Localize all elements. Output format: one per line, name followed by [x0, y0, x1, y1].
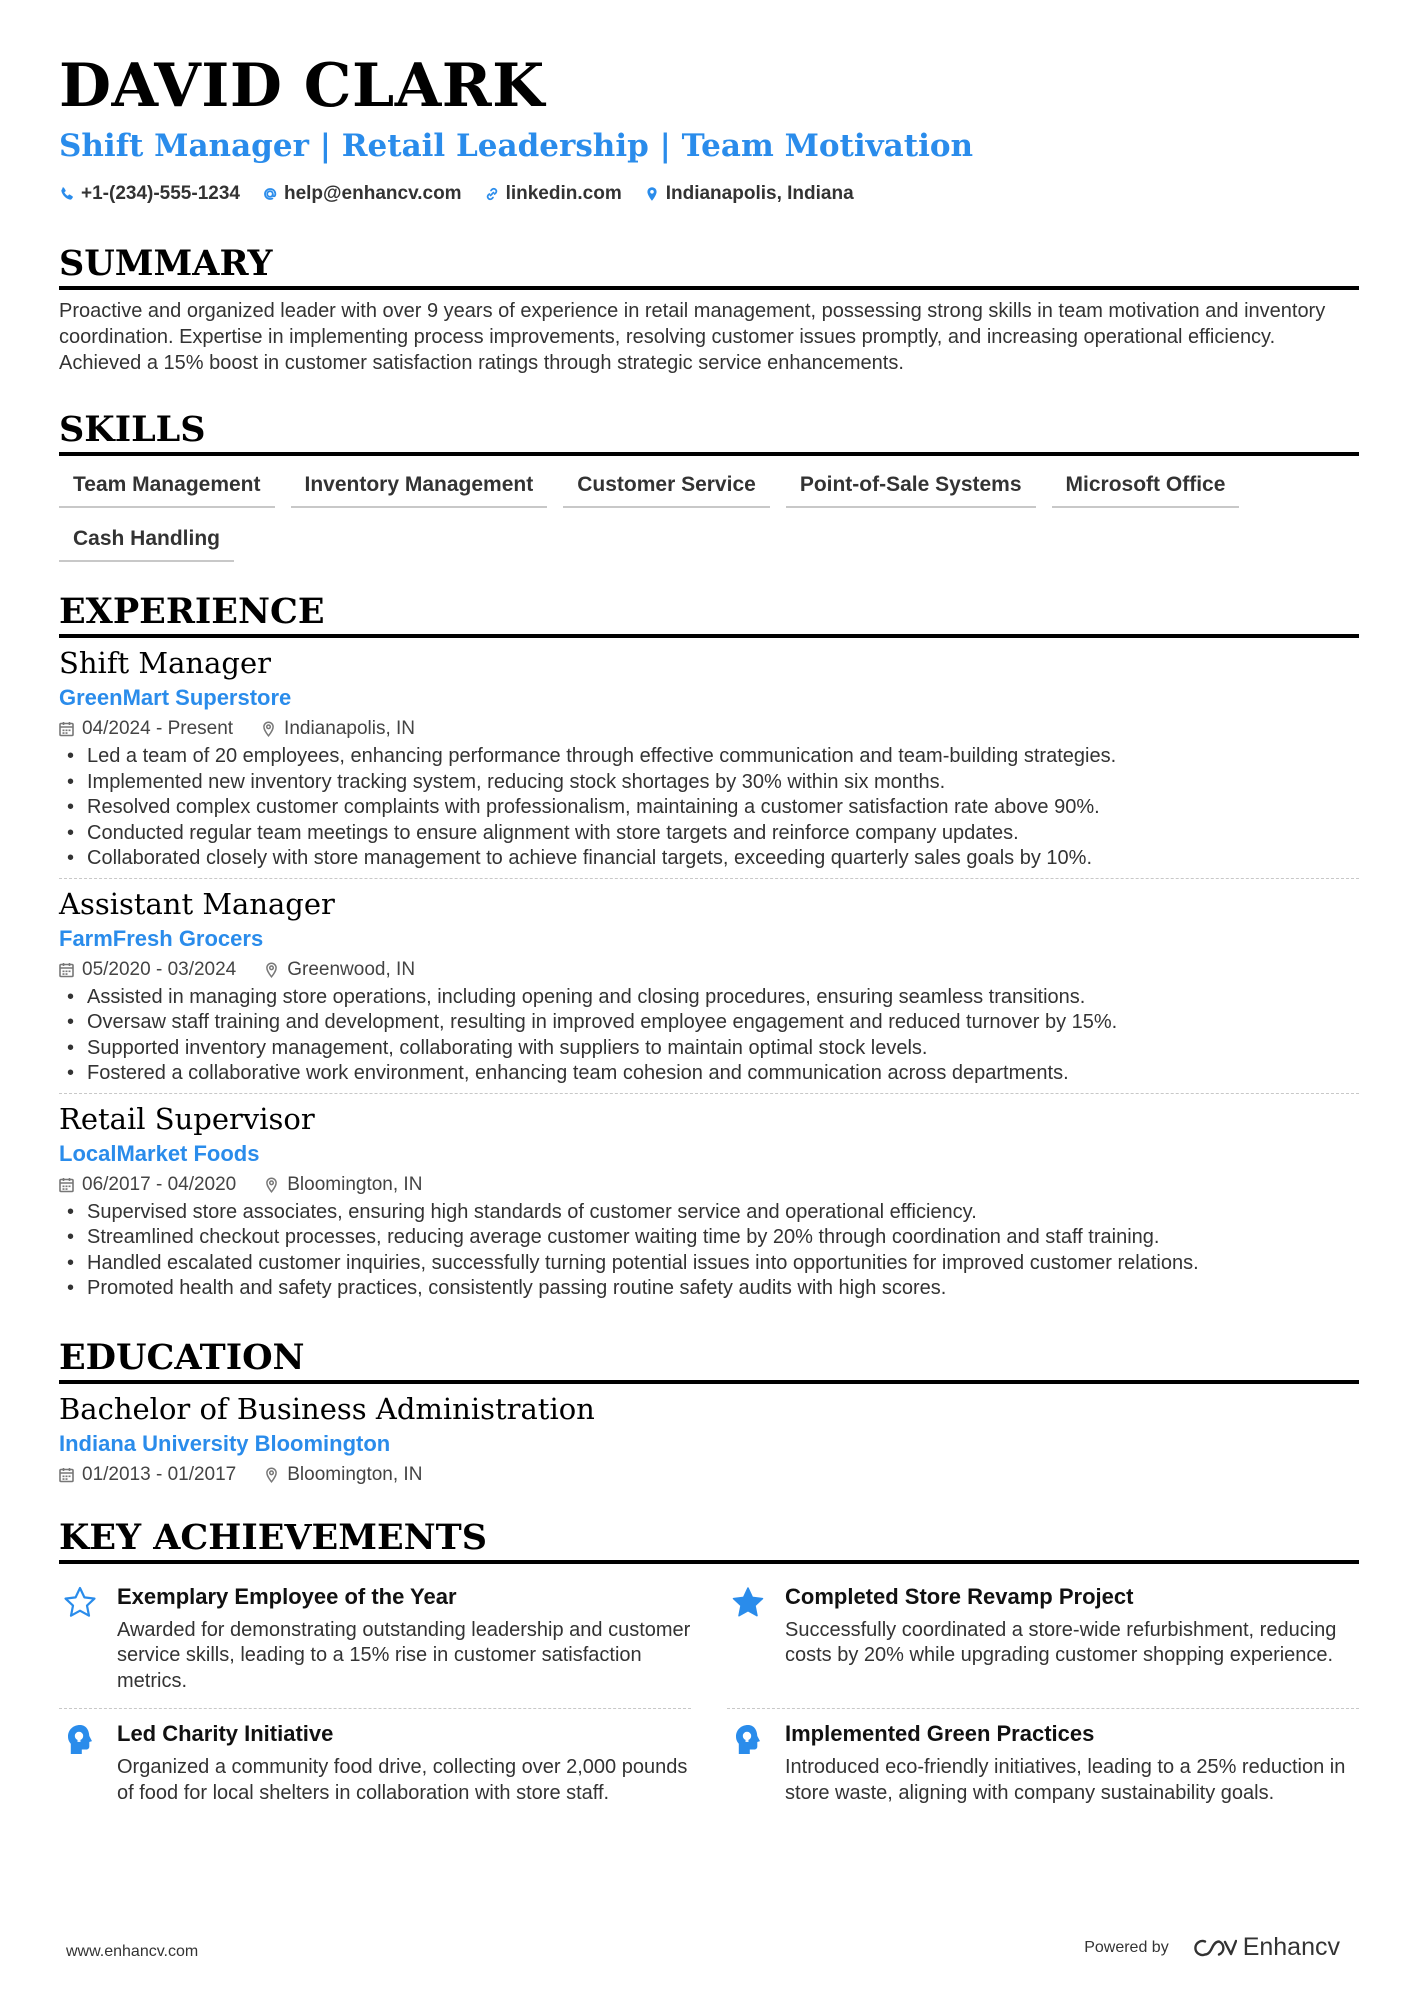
- achievements-title: KEY ACHIEVEMENTS: [59, 1516, 1359, 1564]
- achievement-body: [785, 1582, 1359, 1695]
- achievement-item: [727, 1572, 1359, 1710]
- achievement-body: [117, 1719, 691, 1806]
- education-meta: [59, 1460, 1359, 1490]
- divider: [59, 878, 1359, 879]
- achievement-item: [59, 1709, 691, 1820]
- star-outline-icon: [63, 1586, 97, 1618]
- education-section: [59, 1336, 1359, 1490]
- job-title: Retail Supervisor: [59, 1101, 315, 1136]
- location-text: Bloomington, IN: [287, 1463, 423, 1485]
- dates-text: 06/2017 - 04/2020: [82, 1173, 237, 1195]
- job-bullets: [59, 744, 1359, 872]
- education-dates: [59, 1460, 236, 1490]
- phone-icon: [59, 186, 75, 202]
- education-title: EDUCATION: [59, 1336, 1359, 1384]
- job-location: [264, 1170, 422, 1200]
- calendar-icon: [59, 721, 74, 737]
- candidate-headline: Shift Manager | Retail Leadership | Team Motivation: [59, 128, 974, 164]
- resume-content: [59, 48, 1359, 1820]
- contact-info: [59, 182, 1359, 206]
- skill-tag: Microsoft Office: [1052, 468, 1240, 508]
- job-entry: [59, 644, 1359, 879]
- achievement-title: Implemented Green Practices: [785, 1721, 1095, 1746]
- contact-location: [644, 183, 854, 205]
- summary-section: [59, 242, 1359, 376]
- job-title: Shift Manager: [59, 646, 271, 680]
- star-filled-icon: [731, 1586, 765, 1618]
- job-location: [264, 955, 415, 985]
- footer-branding: [1084, 1933, 1340, 1962]
- email-text: help@enhancv.com: [283, 183, 462, 204]
- contact-phone[interactable]: [59, 183, 240, 205]
- skills-title: SKILLS: [59, 408, 1359, 456]
- location-pin-icon: [264, 1467, 279, 1483]
- list-item: • Led a team of 20 employees, enhancing performance through effective communication and team-building strategies.: [59, 744, 1359, 770]
- powered-by-label: Powered by: [1084, 1938, 1169, 1956]
- skill-tag: Team Management: [59, 468, 275, 508]
- achievement-description: Awarded for demonstrating outstanding leadership and customer service skills, leading to a 15% rise in customer satisfaction metrics.: [117, 1618, 691, 1692]
- head-idea-icon: [733, 1723, 763, 1757]
- calendar-icon: [59, 1177, 74, 1193]
- list-item: • Conducted regular team meetings to ensure alignment with store targets and reinforce company updates.: [59, 821, 1359, 847]
- calendar-icon: [59, 962, 74, 978]
- footer-website[interactable]: www.enhancv.com: [66, 1943, 199, 1960]
- dates-text: 04/2024 - Present: [82, 718, 234, 739]
- location-text: Greenwood, IN: [287, 958, 416, 980]
- achievement-item: [59, 1572, 691, 1710]
- achievement-icon-wrap: [727, 1719, 769, 1806]
- location-text: Indianapolis, IN: [284, 718, 416, 739]
- job-meta: [59, 1170, 1359, 1200]
- contact-email[interactable]: [262, 183, 462, 205]
- location-pin-icon: [261, 721, 276, 737]
- list-item: • Assisted in managing store operations, including opening and closing procedures, ensuring seamless transitions.: [59, 985, 1359, 1011]
- list-item: • Handled escalated customer inquiries, successfully turning potential issues into opportunities for improved customer relations.: [59, 1251, 1359, 1277]
- contact-linkedin[interactable]: [484, 183, 622, 205]
- list-item: • Collaborated closely with store management to achieve financial targets, exceeding quarterly sales goals by 10%.: [59, 846, 1359, 872]
- location-pin-icon: [644, 186, 660, 202]
- at-sign-icon: [262, 186, 278, 202]
- list-item: • Implemented new inventory tracking system, reducing stock shortages by 30% within six months.: [59, 770, 1359, 796]
- list-item: • Fostered a collaborative work environment, enhancing team cohesion and communication across departments.: [59, 1061, 1359, 1087]
- achievement-description: Successfully coordinated a store-wide refurbishment, reducing costs by 20% while upgrading customer shopping experience.: [785, 1618, 1337, 1666]
- job-dates: [59, 714, 233, 744]
- company-name: FarmFresh Grocers: [59, 925, 264, 951]
- achievement-title: Led Charity Initiative: [117, 1721, 334, 1746]
- skill-tag: Customer Service: [563, 468, 770, 508]
- location-text: Indianapolis, Indiana: [665, 183, 854, 204]
- achievement-description: Introduced eco-friendly initiatives, leading to a 25% reduction in store waste, aligning with company sustainability goals.: [785, 1756, 1346, 1804]
- job-title: Assistant Manager: [59, 886, 335, 921]
- list-item: • Resolved complex customer complaints with professionalism, maintaining a customer satisfaction rate above 90%.: [59, 795, 1359, 821]
- achievement-body: [117, 1582, 691, 1695]
- dates-text: 05/2020 - 03/2024: [82, 958, 237, 980]
- head-idea-icon: [65, 1723, 95, 1757]
- phone-text: +1-(234)-555-1234: [81, 183, 240, 204]
- degree-title: Bachelor of Business Administration: [59, 1391, 595, 1426]
- experience-title: EXPERIENCE: [59, 590, 1359, 638]
- divider: [59, 1093, 1359, 1094]
- achievement-title: Exemplary Employee of the Year: [117, 1583, 457, 1609]
- job-bullets: [59, 985, 1359, 1087]
- dates-text: 01/2013 - 01/2017: [82, 1463, 237, 1485]
- linkedin-text: linkedin.com: [505, 183, 622, 204]
- list-item: • Supervised store associates, ensuring high standards of customer service and operational efficiency.: [59, 1200, 1359, 1226]
- brand-logo[interactable]: [1191, 1933, 1340, 1962]
- enhancv-logo-icon: [1191, 1936, 1237, 1960]
- list-item: • Oversaw staff training and development, resulting in improved employee engagement and reduced turnover by 15%.: [59, 1010, 1359, 1036]
- achievement-icon-wrap: [727, 1582, 769, 1695]
- achievement-description: Organized a community food drive, collecting over 2,000 pounds of food for local shelters in collaboration with store staff.: [117, 1756, 688, 1804]
- link-icon: [484, 186, 500, 202]
- achievement-icon-wrap: [59, 1719, 101, 1806]
- list-item: • Streamlined checkout processes, reducing average customer waiting time by 20% through coordination and staff training.: [59, 1225, 1359, 1251]
- skills-section: [59, 408, 1359, 562]
- resume-header: [59, 48, 1359, 206]
- job-meta: [59, 714, 1359, 744]
- education-entry: [59, 1390, 1359, 1490]
- list-item: • Promoted health and safety practices, consistently passing routine safety audits with high scores.: [59, 1276, 1359, 1302]
- brand-name: Enhancv: [1242, 1933, 1340, 1961]
- education-location: [264, 1460, 422, 1490]
- calendar-icon: [59, 1467, 74, 1483]
- company-name: LocalMarket Foods: [59, 1140, 260, 1166]
- job-dates: [59, 955, 236, 985]
- location-text: Bloomington, IN: [287, 1173, 423, 1195]
- achievements-grid: [59, 1572, 1359, 1821]
- job-meta: [59, 955, 1359, 985]
- skill-tag: Inventory Management: [291, 468, 548, 508]
- job-bullets: [59, 1200, 1359, 1302]
- job-entry: [59, 1100, 1359, 1302]
- achievement-body: [785, 1719, 1359, 1806]
- summary-text: Proactive and organized leader with over 9 years of experience in retail management, possessing strong skills in team motivation and inventory coordination. Expertise in implementing process improvements, resolving customer issues promptly, and increasing operational efficiency. Achieved a 15% boost in customer satisfaction ratings through strategic service enhancements.: [59, 300, 1326, 374]
- skills-list: [59, 468, 1359, 562]
- location-pin-icon: [264, 962, 279, 978]
- achievement-title: Completed Store Revamp Project: [785, 1583, 1134, 1609]
- skill-tag: Cash Handling: [59, 522, 234, 562]
- experience-section: [59, 590, 1359, 1302]
- achievement-icon-wrap: [59, 1582, 101, 1695]
- list-item: • Supported inventory management, collaborating with suppliers to maintain optimal stock levels.: [59, 1036, 1359, 1062]
- candidate-name: DAVID CLARK: [59, 51, 545, 121]
- school-name: Indiana University Bloomington: [59, 1430, 391, 1456]
- job-entry: [59, 885, 1359, 1094]
- summary-title: SUMMARY: [59, 242, 1359, 290]
- job-location: [261, 714, 415, 744]
- job-dates: [59, 1170, 236, 1200]
- achievements-section: [59, 1516, 1359, 1821]
- achievement-item: [727, 1709, 1359, 1820]
- company-name: GreenMart Superstore: [59, 685, 292, 710]
- skill-tag: Point-of-Sale Systems: [786, 468, 1036, 508]
- location-pin-icon: [264, 1177, 279, 1193]
